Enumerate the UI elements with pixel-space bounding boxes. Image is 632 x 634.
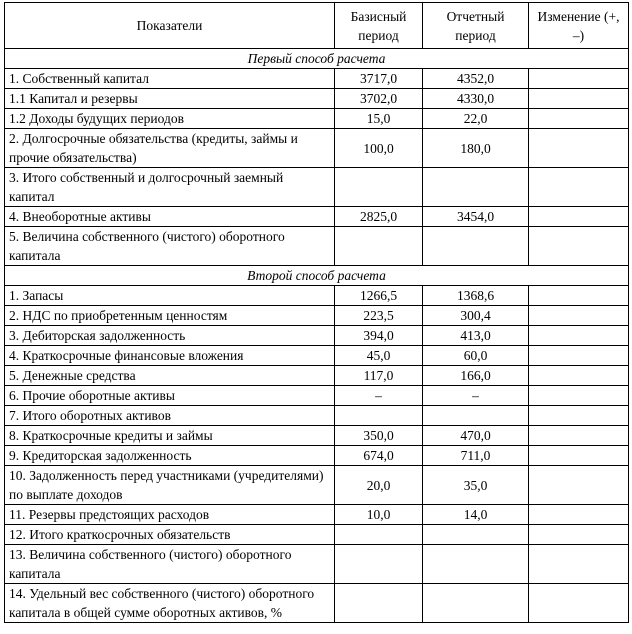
table-row (5, 426, 629, 446)
change-value (529, 446, 629, 466)
report-value: 1368,6 (423, 286, 529, 306)
report-value (423, 545, 529, 584)
table-row (5, 346, 629, 366)
table-row (5, 466, 629, 505)
report-value: 180,0 (423, 129, 529, 168)
change-value (529, 406, 629, 426)
report-value: 4352,0 (423, 69, 529, 89)
table-row (5, 505, 629, 525)
row-label: 14. Удельный вес собственного (чистого) оборотного капитала в общей сумме оборотных активов, % (5, 584, 335, 623)
report-value: 14,0 (423, 505, 529, 525)
table-row (5, 406, 629, 426)
row-label: 3. Дебиторская задолженность (5, 326, 335, 346)
table-row (5, 584, 629, 623)
change-value (529, 109, 629, 129)
change-value (529, 168, 629, 207)
table-row (5, 69, 629, 89)
change-value (529, 286, 629, 306)
base-value (335, 545, 423, 584)
row-label: 6. Прочие оборотные активы (5, 386, 335, 406)
change-value (529, 227, 629, 266)
row-label: 12. Итого краткосрочных обязательств (5, 525, 335, 545)
table-row (5, 168, 629, 207)
base-value: 117,0 (335, 366, 423, 386)
base-value (335, 525, 423, 545)
row-label: 8. Краткосрочные кредиты и займы (5, 426, 335, 446)
base-value: 3702,0 (335, 89, 423, 109)
base-value (335, 584, 423, 623)
row-label: 5. Величина собственного (чистого) оборотного капитала (5, 227, 335, 266)
row-label: 1.2 Доходы будущих периодов (5, 109, 335, 129)
row-label: 4. Краткосрочные финансовые вложения (5, 346, 335, 366)
change-value (529, 466, 629, 505)
header-base-period: Базисный период (335, 3, 423, 49)
table-row (5, 545, 629, 584)
change-value (529, 426, 629, 446)
row-label: 13. Величина собственного (чистого) оборотного капитала (5, 545, 335, 584)
header-report-period: Отчетный период (423, 3, 529, 49)
table-row (5, 446, 629, 466)
table-row (5, 207, 629, 227)
base-value: 223,5 (335, 306, 423, 326)
section-row (5, 49, 629, 69)
change-value (529, 89, 629, 109)
table-row (5, 89, 629, 109)
base-value: 674,0 (335, 446, 423, 466)
section-title-1: Первый способ расчета (5, 49, 629, 69)
base-value (335, 406, 423, 426)
row-label: 1. Запасы (5, 286, 335, 306)
table-row (5, 366, 629, 386)
report-value: 413,0 (423, 326, 529, 346)
change-value (529, 346, 629, 366)
row-label: 3. Итого собственный и долгосрочный заемный капитал (5, 168, 335, 207)
section-title-2: Второй способ расчета (5, 266, 629, 286)
table-row (5, 109, 629, 129)
table-row (5, 525, 629, 545)
report-value: 166,0 (423, 366, 529, 386)
header-row (5, 3, 629, 49)
header-change: Изменение (+, –) (529, 3, 629, 49)
table-row (5, 129, 629, 168)
change-value (529, 69, 629, 89)
table-row (5, 326, 629, 346)
base-value: 20,0 (335, 466, 423, 505)
change-value (529, 584, 629, 623)
change-value (529, 525, 629, 545)
report-value: 4330,0 (423, 89, 529, 109)
table-body (5, 49, 629, 623)
indicators-table (4, 2, 629, 623)
report-value: 60,0 (423, 346, 529, 366)
report-value: 3454,0 (423, 207, 529, 227)
report-value (423, 227, 529, 266)
base-value: – (335, 386, 423, 406)
section-row (5, 266, 629, 286)
report-value (423, 406, 529, 426)
report-value: 711,0 (423, 446, 529, 466)
table-row (5, 386, 629, 406)
row-label: 5. Денежные средства (5, 366, 335, 386)
row-label: 4. Внеоборотные активы (5, 207, 335, 227)
change-value (529, 366, 629, 386)
base-value: 2825,0 (335, 207, 423, 227)
row-label: 9. Кредиторская задолженность (5, 446, 335, 466)
base-value: 10,0 (335, 505, 423, 525)
change-value (529, 129, 629, 168)
report-value: 22,0 (423, 109, 529, 129)
report-value (423, 584, 529, 623)
row-label: 2. Долгосрочные обязательства (кредиты, займы и прочие обязательства) (5, 129, 335, 168)
row-label: 10. Задолженность перед участниками (учредителями) по выплате доходов (5, 466, 335, 505)
row-label: 1. Собственный капитал (5, 69, 335, 89)
base-value (335, 168, 423, 207)
change-value (529, 545, 629, 584)
report-value (423, 525, 529, 545)
change-value (529, 505, 629, 525)
report-value: – (423, 386, 529, 406)
table-row (5, 227, 629, 266)
base-value: 15,0 (335, 109, 423, 129)
row-label: 2. НДС по приобретенным ценностям (5, 306, 335, 326)
change-value (529, 386, 629, 406)
base-value (335, 227, 423, 266)
change-value (529, 207, 629, 227)
base-value: 1266,5 (335, 286, 423, 306)
change-value (529, 326, 629, 346)
table-row (5, 286, 629, 306)
header-indicators: Показатели (5, 3, 335, 49)
row-label: 11. Резервы предстоящих расходов (5, 505, 335, 525)
base-value: 100,0 (335, 129, 423, 168)
row-label: 1.1 Капитал и резервы (5, 89, 335, 109)
base-value: 3717,0 (335, 69, 423, 89)
table-row (5, 306, 629, 326)
report-value: 470,0 (423, 426, 529, 446)
base-value: 45,0 (335, 346, 423, 366)
base-value: 350,0 (335, 426, 423, 446)
report-value: 300,4 (423, 306, 529, 326)
row-label: 7. Итого оборотных активов (5, 406, 335, 426)
base-value: 394,0 (335, 326, 423, 346)
report-value: 35,0 (423, 466, 529, 505)
change-value (529, 306, 629, 326)
report-value (423, 168, 529, 207)
